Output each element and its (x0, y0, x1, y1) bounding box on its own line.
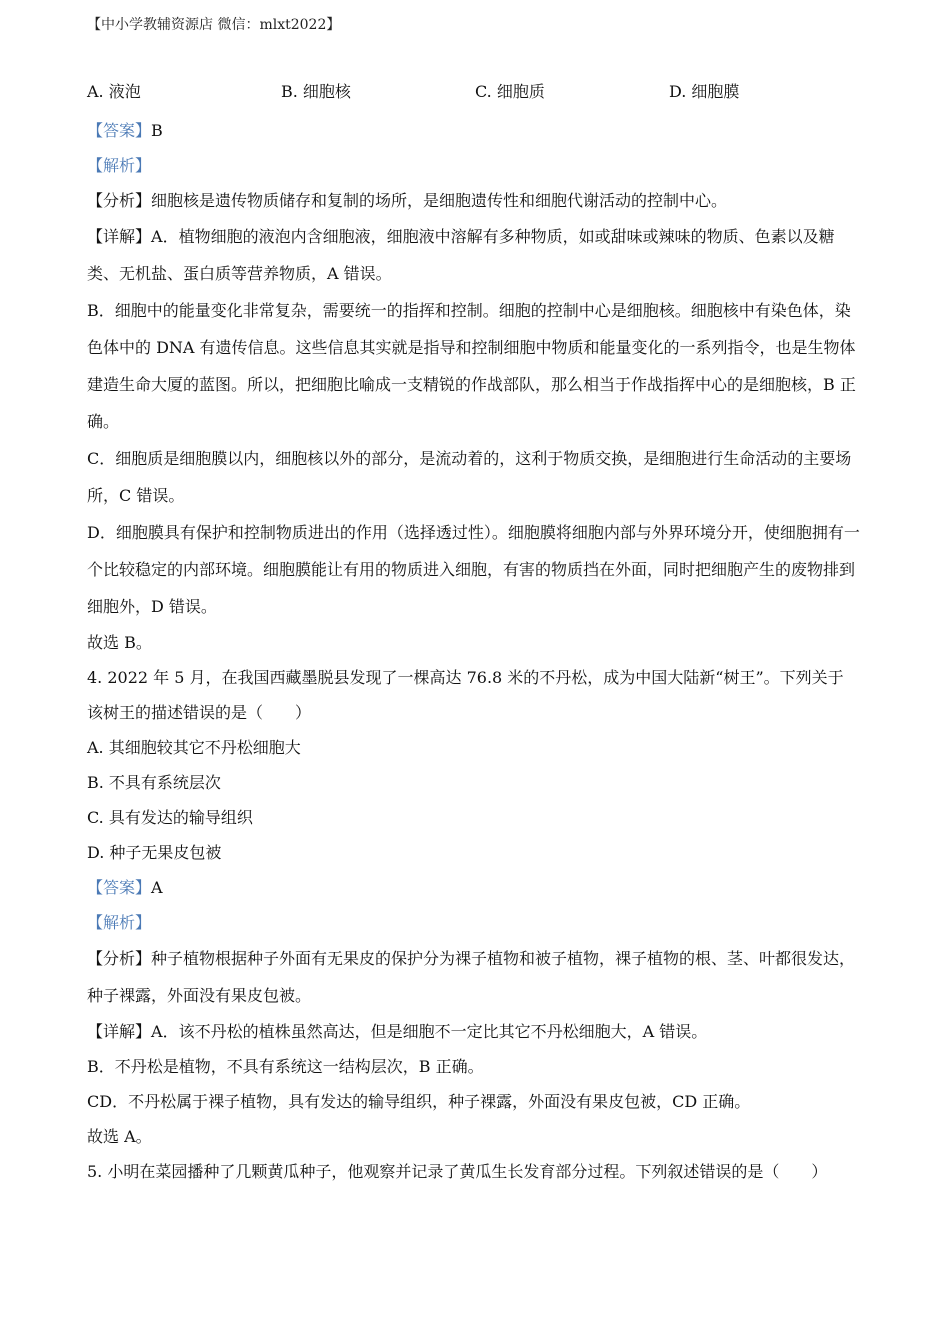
q4-stem-line2 (87, 695, 863, 730)
q3-options (87, 78, 863, 105)
q4-stem-text: 该树王的描述错误的是（ (87, 703, 264, 722)
q3-detail-c: C．细胞质是细胞膜以内，细胞核以外的部分，是流动着的，这利于物质交换，是细胞进行生命活动的主要场所，C 错误。 (87, 449, 852, 505)
q4-fenxi (87, 940, 863, 1014)
q3-option-c: C. 细胞质 (475, 82, 545, 101)
page-header: 【中小学教辅资源店 微信：mlxt2022】 (87, 17, 341, 33)
q3-fenxi (87, 183, 863, 218)
q3-detail-b: B．细胞中的能量变化非常复杂，需要统一的指挥和控制。细胞的控制中心是细胞核。细胞核中有染色体，染色体中的 DNA 有遗传信息。这些信息其实就是指导和控制细胞中物质和能量变化的一系列指令，也是生物体建造生命大厦的蓝图。所以，把细胞比喻成一支精锐的作战部队，那么相当于作战指挥中心的是细胞核，B 正确。 (87, 301, 856, 431)
q5-stem (87, 1154, 863, 1189)
q4-detail-a (87, 1014, 863, 1049)
q3-option-a: A. 液泡 (87, 82, 141, 101)
q3-option-b: B. 细胞核 (281, 82, 351, 101)
answer-value: A (151, 878, 163, 897)
xiangjie-tag: 【详解】 (87, 227, 152, 246)
fenxi-tag: 【分析】 (87, 191, 152, 210)
answer-tag: 【答案】 (87, 121, 152, 140)
q5-stem-close: ） (811, 1162, 828, 1181)
q3-detail-d: D．细胞膜具有保护和控制物质进出的作用（选择透过性）。细胞膜将细胞内部与外界环境分开，使细胞拥有一个比较稳定的内部环境。细胞膜能让有用的物质进入细胞，有害的物质挡在外面，同时把细胞产生的废物排到细胞外，D 错误。 (87, 523, 860, 616)
fenxi-tag: 【分析】 (87, 949, 152, 968)
q4-stem-line1: 4. 2022 年 5 月，在我国西藏墨脱县发现了一棵高达 76.8 米的不丹松，成为中国大陆新“树王”。下列关于 (87, 668, 844, 687)
q4-detail-cd: CD．不丹松属于裸子植物，具有发达的输导组织，种子裸露，外面没有果皮包被，CD 正确。 (87, 1092, 751, 1111)
q3-option-d: D. 细胞膜 (669, 82, 740, 101)
q4-option-b: B. 不具有系统层次 (87, 773, 221, 792)
q4-option-c: C. 具有发达的输导组织 (87, 808, 253, 827)
q4-conclusion: 故选 A。 (87, 1127, 152, 1146)
detail-a-text: A．植物细胞的液泡内含细胞液，细胞液中溶解有多种物质，如或甜味或辣味的物质、色素以及糖类、无机盐、蛋白质等营养物质，A 错误。 (87, 227, 835, 283)
answer-value: B (151, 121, 163, 140)
q3-detail-a (87, 218, 863, 292)
xiangjie-tag: 【详解】 (87, 1022, 152, 1041)
analysis-tag: 【解析】 (87, 913, 152, 932)
detail-a-text: A．该不丹松的植株虽然高达，但是细胞不一定比其它不丹松细胞大，A 错误。 (151, 1022, 708, 1041)
q3-analysis-heading (87, 148, 863, 183)
q5-stem-text: 5. 小明在菜园播种了几颗黄瓜种子，他观察并记录了黄瓜生长发育部分过程。下列叙述错误的是（ (87, 1162, 780, 1181)
q3-answer (87, 113, 863, 148)
q4-stem-close: ） (295, 703, 312, 722)
q4-option-d: D. 种子无果皮包被 (87, 843, 222, 862)
q4-analysis-heading (87, 905, 863, 940)
answer-tag: 【答案】 (87, 878, 152, 897)
q4-option-a: A. 其细胞较其它不丹松细胞大 (87, 738, 301, 757)
q3-conclusion: 故选 B。 (87, 633, 152, 652)
fenxi-text: 细胞核是遗传物质储存和复制的场所，是细胞遗传性和细胞代谢活动的控制中心。 (151, 191, 728, 210)
fenxi-text: 种子植物根据种子外面有无果皮的保护分为裸子植物和被子植物，裸子植物的根、茎、叶都很发达，种子裸露，外面没有果皮包被。 (87, 949, 856, 1005)
document-body (87, 78, 863, 1189)
analysis-tag: 【解析】 (87, 156, 152, 175)
q4-detail-b: B．不丹松是植物，不具有系统这一结构层次，B 正确。 (87, 1057, 484, 1076)
q4-answer (87, 870, 863, 905)
